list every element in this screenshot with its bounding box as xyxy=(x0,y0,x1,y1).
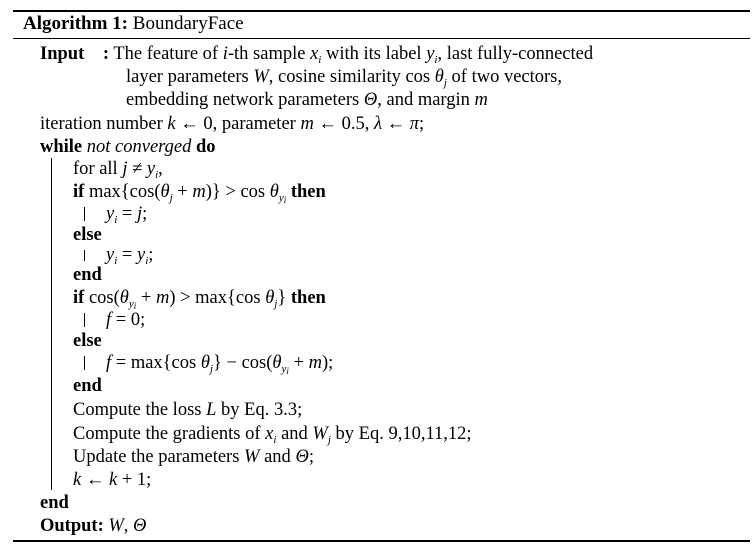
assign1-line xyxy=(106,203,147,225)
assign2-line xyxy=(106,244,153,266)
text: for all xyxy=(73,159,123,179)
math-var: y xyxy=(146,159,156,179)
text: = 0; xyxy=(111,310,146,330)
text: ← xyxy=(81,470,109,490)
math-var: f xyxy=(106,310,112,330)
math-var: θ xyxy=(119,288,129,308)
math-var: k xyxy=(108,470,118,490)
while-block-bar xyxy=(51,158,52,490)
if2-block-bar xyxy=(84,313,85,327)
text: The feature of xyxy=(113,44,223,64)
math-var: θ xyxy=(269,182,279,202)
text: max{cos( xyxy=(88,182,161,202)
math-sub-var: y xyxy=(128,298,134,310)
assign3-line xyxy=(106,309,145,331)
output-line xyxy=(40,515,146,537)
math-var: m xyxy=(300,114,314,134)
math-sub: i xyxy=(114,214,118,226)
math-sub: i xyxy=(434,54,438,66)
text: + xyxy=(136,288,156,308)
end-while-keyword: end xyxy=(40,493,69,513)
then-keyword: then xyxy=(290,182,326,202)
math-subsub: i xyxy=(283,195,287,205)
input-colon: : xyxy=(102,44,110,64)
math-sub-var: y xyxy=(281,363,287,375)
input-keyword: Input xyxy=(40,44,85,64)
init-line xyxy=(40,113,424,135)
text: ← xyxy=(381,114,410,134)
math-var: W xyxy=(312,424,328,444)
if-keyword: if xyxy=(73,288,85,308)
algorithm-label: Algorithm 1: xyxy=(23,13,129,34)
update-line xyxy=(73,446,314,468)
else1-block-bar xyxy=(84,250,85,261)
math-var: m xyxy=(474,90,488,110)
math-sub: j xyxy=(327,434,331,446)
math-sub: j xyxy=(443,77,447,89)
text: = xyxy=(117,204,137,224)
math-var: y xyxy=(106,245,115,265)
math-var: Θ xyxy=(133,516,147,536)
input-line-1 xyxy=(40,43,593,65)
input-line-3 xyxy=(126,89,488,111)
text: , xyxy=(123,516,134,536)
math-var: x xyxy=(310,44,319,64)
text: + xyxy=(172,182,193,202)
text: , and margin xyxy=(377,90,475,110)
text: , xyxy=(158,159,163,179)
text: layer parameters xyxy=(126,67,254,87)
text: ; xyxy=(419,114,425,134)
math-var: j xyxy=(136,204,143,224)
forall-line xyxy=(73,158,163,180)
text: Compute the gradients of xyxy=(73,424,266,444)
if2-line xyxy=(73,287,326,309)
math-var: W xyxy=(244,447,260,467)
text: ) > max{cos xyxy=(169,288,266,308)
caption-rule xyxy=(13,38,750,39)
if1-line xyxy=(73,181,326,203)
math-var: m xyxy=(308,353,322,373)
text: by Eq. 3.3; xyxy=(216,400,303,420)
math-var: W xyxy=(108,516,124,536)
math-var: j xyxy=(122,159,128,179)
math-var: L xyxy=(206,400,217,420)
else2-keyword: else xyxy=(73,331,102,351)
text: )} > cos xyxy=(205,182,270,202)
math-var: y xyxy=(426,44,435,64)
text: ← 0, parameter xyxy=(175,114,301,134)
text: , cosine similarity cos xyxy=(268,67,435,87)
assign4-line xyxy=(106,352,333,374)
while-line xyxy=(40,136,216,158)
text: } xyxy=(277,288,287,308)
text: cos( xyxy=(88,288,120,308)
text: and xyxy=(276,424,313,444)
bottom-rule xyxy=(13,540,750,542)
text: of two vectors, xyxy=(446,67,563,87)
text: + 1; xyxy=(117,470,152,490)
if1-block-bar xyxy=(84,207,85,221)
math-var: λ xyxy=(373,114,382,134)
algorithm-name: BoundaryFace xyxy=(132,13,244,34)
math-var: W xyxy=(253,67,269,87)
compute-grad-line xyxy=(73,423,472,445)
math-var: m xyxy=(155,288,170,308)
text: Update the parameters xyxy=(73,447,245,467)
math-var: f xyxy=(106,353,112,373)
math-sub: i xyxy=(273,434,277,446)
text: embedding network parameters xyxy=(126,90,364,110)
text: ; xyxy=(148,245,154,265)
math-sub: i xyxy=(155,169,159,181)
do-keyword: do xyxy=(196,137,216,157)
text: } − cos( xyxy=(213,353,273,373)
text: + xyxy=(288,353,309,373)
math-subsub: i xyxy=(286,366,289,376)
math-var: x xyxy=(265,424,274,444)
math-var: y xyxy=(106,204,115,224)
math-sub: j xyxy=(209,363,213,375)
math-var: θ xyxy=(160,182,170,202)
math-var: y xyxy=(136,245,146,265)
increment-line xyxy=(73,469,151,491)
compute-loss-line xyxy=(73,399,302,421)
top-rule xyxy=(13,10,750,12)
math-sub: i xyxy=(145,255,149,267)
math-var: Θ xyxy=(295,447,309,467)
text: ); xyxy=(321,353,334,373)
math-subsub: i xyxy=(133,301,137,311)
then-keyword: then xyxy=(290,288,326,308)
end1-keyword: end xyxy=(73,265,102,285)
math-var: m xyxy=(192,182,206,202)
algorithm-caption xyxy=(23,13,244,35)
while-keyword: while xyxy=(40,137,83,157)
math-sub: j xyxy=(274,298,278,310)
text: and xyxy=(259,447,296,467)
text: ≠ xyxy=(127,159,147,179)
input-line-2 xyxy=(126,66,562,88)
text: with its label xyxy=(321,44,427,64)
else1-keyword: else xyxy=(73,225,102,245)
text: -th sample xyxy=(227,44,311,64)
while-condition: not converged xyxy=(86,137,192,157)
text: Compute the loss xyxy=(73,400,207,420)
text: = max{cos xyxy=(111,353,201,373)
math-var: θ xyxy=(434,67,444,87)
text: = xyxy=(117,245,137,265)
end2-keyword: end xyxy=(73,376,102,396)
math-var: θ xyxy=(265,288,275,308)
math-var: θ xyxy=(272,353,282,373)
output-keyword: Output: xyxy=(40,516,104,536)
math-var: k xyxy=(167,114,176,134)
math-var: θ xyxy=(200,353,210,373)
math-sub: i xyxy=(318,54,322,66)
math-sub xyxy=(279,192,286,204)
math-sub xyxy=(281,363,288,375)
text: , last fully-connected xyxy=(437,44,594,64)
text: iteration number xyxy=(40,114,168,134)
math-sub-var: y xyxy=(278,192,284,204)
math-sub: i xyxy=(114,255,118,267)
else2-block-bar xyxy=(84,356,85,370)
math-sub: j xyxy=(169,192,173,204)
text: ; xyxy=(142,204,148,224)
math-var: k xyxy=(73,470,82,490)
math-var: Θ xyxy=(363,90,378,110)
math-var: i xyxy=(222,44,228,64)
text: ; xyxy=(308,447,314,467)
text: by Eq. 9,10,11,12; xyxy=(330,424,472,444)
text: ← 0.5, xyxy=(313,114,374,134)
if-keyword: if xyxy=(73,182,85,202)
math-var: π xyxy=(409,114,419,134)
